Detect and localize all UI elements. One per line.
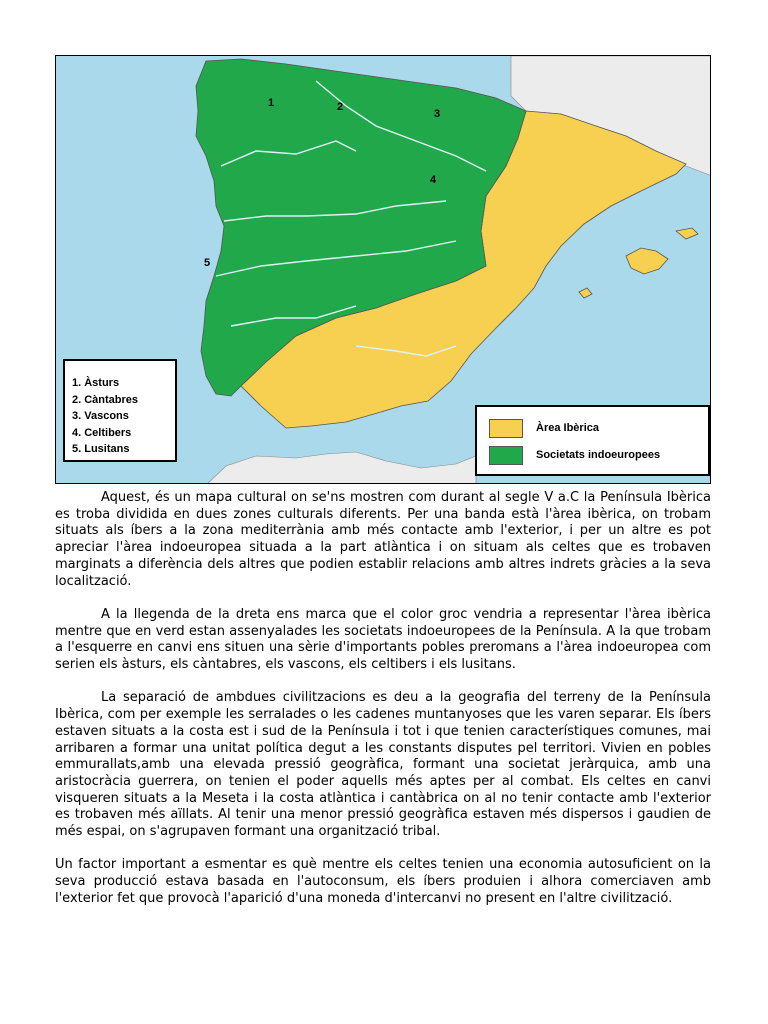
region-label-5: 5 bbox=[204, 257, 211, 269]
legend-item-lusitans: 5. Lusitans bbox=[72, 443, 130, 455]
legend-item-vascons: 3. Vascons bbox=[72, 410, 129, 422]
africa-land bbox=[206, 452, 476, 484]
region-label-2: 2 bbox=[337, 101, 344, 113]
paragraph-1: Aquest, és un mapa cultural on se'ns mostren com durant al segle V a.C la Península Ibèrica es troba dividida en dues zones culturals diferents. Per una banda està l'àrea ibèrica, on trobam situats als íbers a la zona mediterrània amb més contacte amb l'exterior, i per un altre es pot apreciar l'àrea indoeuropea situada a la part atlàntica i on situam als celtes que es trobaven marginats a diferència dels altres que podien establir relacions amb altres indrets gràcies a la seva localització. bbox=[55, 490, 711, 589]
mallorca-island bbox=[626, 248, 668, 274]
ibiza-island bbox=[579, 288, 592, 298]
region-label-3: 3 bbox=[434, 108, 441, 120]
document-body bbox=[55, 490, 711, 924]
iberian-legend-label: Àrea Ibèrica bbox=[536, 422, 599, 434]
paragraph-2: A la llegenda de la dreta ens marca que el color groc vendria a representar l'àrea ibèrica mentre que en verd estan assenyalades les societats indoeuropees de la Península. A la que trobam a l'esquerre en canvi ens situen una sèrie d'importants pobles preromans a l'àrea indoeuropea com serien els àsturs, els càntabres, els vascons, els celtibers i els lusitans. bbox=[55, 606, 711, 673]
region-label-1: 1 bbox=[268, 97, 275, 109]
menorca-island bbox=[676, 228, 698, 239]
region-label-4: 4 bbox=[430, 174, 437, 186]
indoeuropean-swatch bbox=[489, 446, 523, 465]
legend-item-asturs: 1. Àsturs bbox=[72, 377, 120, 389]
paragraph-4: Un factor important a esmentar es què mentre els celtes tenien una economia autosuficient on la seva producció estava basada en l'autoconsum, els íbers produien i alhora comerciaven amb l'exterior fet que provocà l'aparició d'una moneda d'intercanvi no present en l'altre civilització. bbox=[55, 857, 711, 906]
indoeuropean-legend-label: Societats indoeuropees bbox=[536, 449, 661, 461]
legend-item-celtibers: 4. Celtibers bbox=[72, 426, 132, 439]
iberian-swatch bbox=[489, 419, 523, 438]
color-legend bbox=[475, 405, 710, 476]
iberian-peninsula-map bbox=[55, 55, 711, 484]
paragraph-3: La separació de ambdues civilitzacions es deu a la geografia del terreny de la Península Ibèrica, com per exemple les serralades o les cadenes muntanyoses que les varen separar. Els íbers estaven situats a la costa est i sud de la Península i tot i que tenien característiques comunes, mai arribaren a formar una unitat política degut a les constants disputes pel territori. Vivien en pobles emmurallats,amb una elevada pressió geogràfica, formant una societat jeràrquica, amb una aristocràcia guerrera, on tenien el poder aquells més aptes per al combat. Els celtes en canvi visqueren situats a la Meseta i la costa atlàntica i cantàbrica on al no tenir contacte amb l'exterior es trobaven més aïllats. Al tenir una menor pressió geogràfica estaven més dispersos i gaudien de més espai, on s'agrupaven formant una organització tribal. bbox=[55, 690, 711, 840]
legend-item-cantabres: 2. Càntabres bbox=[72, 393, 139, 406]
peoples-legend bbox=[63, 359, 177, 462]
